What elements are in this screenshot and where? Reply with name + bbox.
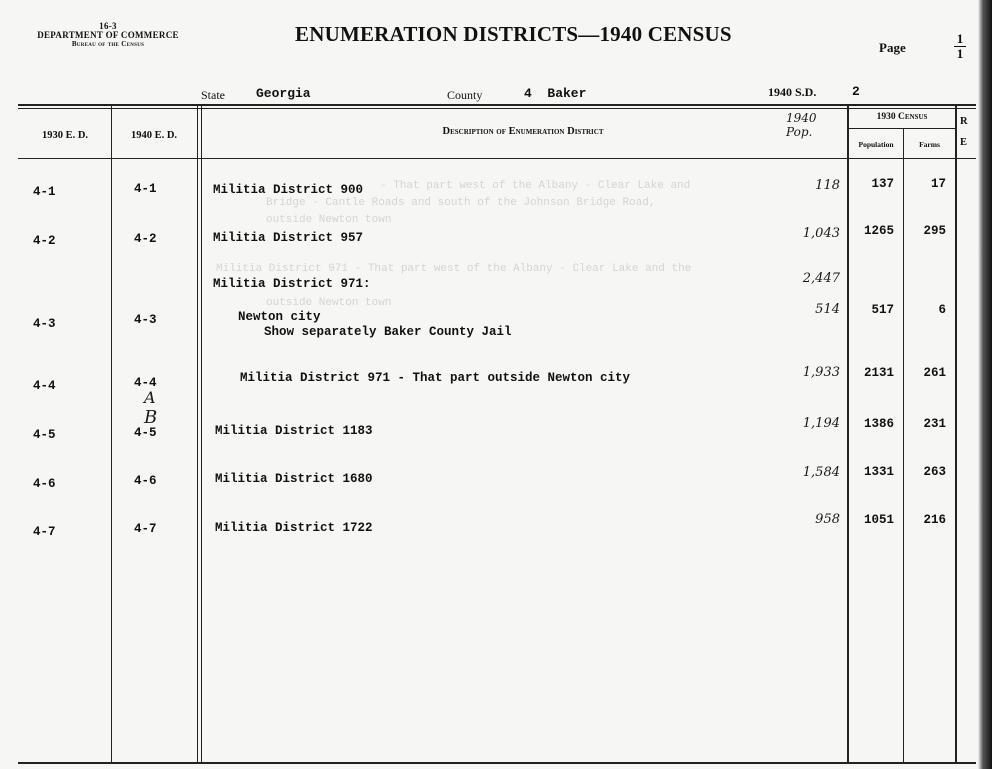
col-divider-3 (847, 104, 849, 764)
bleed-through-text: outside Newton town (266, 297, 392, 309)
col-divider-5 (955, 104, 957, 764)
row5-handwritten-mark: A (144, 388, 156, 407)
bleed-through-text: Bridge - Cantle Roads and south of the Johnson Bridge Road, (266, 197, 656, 209)
row4-description: Newton city (238, 310, 321, 324)
department-block (18, 22, 198, 49)
bleed-through-text: Militia District 971 - That part west of the Albany - Clear Lake and the (216, 263, 692, 275)
row4-1930-population: 517 (871, 303, 894, 317)
state-label: State (201, 88, 225, 102)
row2-description: Militia District 957 (213, 231, 364, 245)
row8-description: Militia District 1722 (215, 521, 373, 535)
row8-1930-ed: 4-7 (33, 525, 56, 539)
row7-1930-ed: 4-6 (33, 477, 56, 491)
bleed-through-text: outside Newton town (266, 214, 392, 226)
header-farms: Farms (919, 140, 940, 149)
row6-1940-ed: 4-5 (134, 426, 157, 440)
row2-1930-population: 1265 (863, 224, 894, 238)
row4-description-note: Show separately Baker County Jail (264, 325, 512, 339)
row4-farms: 6 (938, 303, 946, 317)
row6-1930-population: 1386 (863, 417, 894, 431)
row1-1930-population: 137 (871, 177, 894, 191)
bottom-rule (18, 762, 976, 764)
row4-1940-ed: 4-3 (134, 313, 157, 327)
county-value: 4 Baker (524, 86, 587, 101)
row7-farms: 263 (923, 465, 946, 479)
row8-1930-population: 1051 (863, 513, 894, 527)
bureau-name: Bureau of the Census (71, 40, 145, 48)
page-denominator: 1 (956, 46, 964, 61)
row8-1940-pop: 958 (815, 512, 840, 527)
header-description: Description of Enumeration District (442, 126, 604, 137)
row1-1940-ed: 4-1 (134, 182, 157, 196)
census-subheader-rule (849, 128, 955, 129)
page-label: Page (879, 40, 906, 55)
col-divider-2a (197, 104, 198, 764)
header-1940-ed: 1940 E. D. (130, 130, 178, 141)
form-number: 16-3 (99, 21, 117, 31)
header-1930-census: 1930 Census (876, 112, 928, 122)
top-rule (18, 104, 976, 106)
top-rule-thin (18, 108, 976, 109)
row5-farms: 261 (923, 366, 946, 380)
row6-description: Militia District 1183 (215, 424, 373, 438)
department-name: DEPARTMENT OF COMMERCE (37, 30, 179, 40)
col-divider-1 (111, 104, 112, 764)
header-population: Population (858, 140, 894, 149)
row7-1940-ed: 4-6 (134, 474, 157, 488)
col-divider-2b (201, 104, 202, 764)
row5-description: Militia District 971 - That part outside Newton city (240, 371, 631, 385)
county-label: County (447, 88, 483, 102)
row7-1930-population: 1331 (863, 465, 894, 479)
scan-edge-shadow (978, 0, 992, 769)
state-value: Georgia (256, 86, 311, 101)
row5-1930-population: 2131 (863, 366, 894, 380)
row4-1930-ed: 4-3 (33, 317, 56, 331)
header-1930-ed: 1930 E. D. (41, 130, 89, 141)
row8-farms: 216 (923, 513, 946, 527)
row2-1940-ed: 4-2 (134, 232, 157, 246)
sd-value: 2 (852, 84, 860, 99)
page-title: ENUMERATION DISTRICTS—1940 CENSUS (295, 22, 732, 46)
sd-label: 1940 S.D. (768, 85, 817, 99)
row5-1940-pop: 1,933 (802, 365, 840, 380)
row2-farms: 295 (923, 224, 946, 238)
row1-farms: 17 (930, 177, 946, 191)
row7-1940-pop: 1,584 (802, 465, 840, 480)
row1-1940-pop: 118 (815, 178, 840, 193)
row2-1930-ed: 4-2 (33, 234, 56, 248)
row3-description: Militia District 971: (213, 277, 371, 291)
row5-1930-ed: 4-4 (33, 379, 56, 393)
row6-handwritten-mark: B (144, 407, 158, 428)
header-bottom-rule (18, 158, 976, 159)
row4-1940-pop: 514 (815, 302, 840, 317)
header-cut-off-e: E (960, 137, 968, 148)
row3-1940-pop: 2,447 (802, 271, 840, 286)
row2-1940-pop: 1,043 (802, 226, 840, 241)
row8-1940-ed: 4-7 (134, 522, 157, 536)
row1-description: Militia District 900 (213, 183, 364, 197)
row5-1940-ed: 4-4 (134, 376, 157, 390)
row6-farms: 231 (923, 417, 946, 431)
header-cut-off-r: R (960, 116, 968, 127)
row6-1930-ed: 4-5 (33, 428, 56, 442)
row6-1940-pop: 1,194 (802, 416, 840, 431)
page-numerator: 1 (956, 31, 964, 46)
row7-description: Militia District 1680 (215, 472, 373, 486)
row1-1930-ed: 4-1 (33, 185, 56, 199)
bleed-through-text: - That part west of the Albany - Clear Lake and (380, 180, 691, 192)
header-1940-pop-handwritten: 1940 Pop. (786, 111, 817, 139)
page-fraction (954, 32, 966, 61)
